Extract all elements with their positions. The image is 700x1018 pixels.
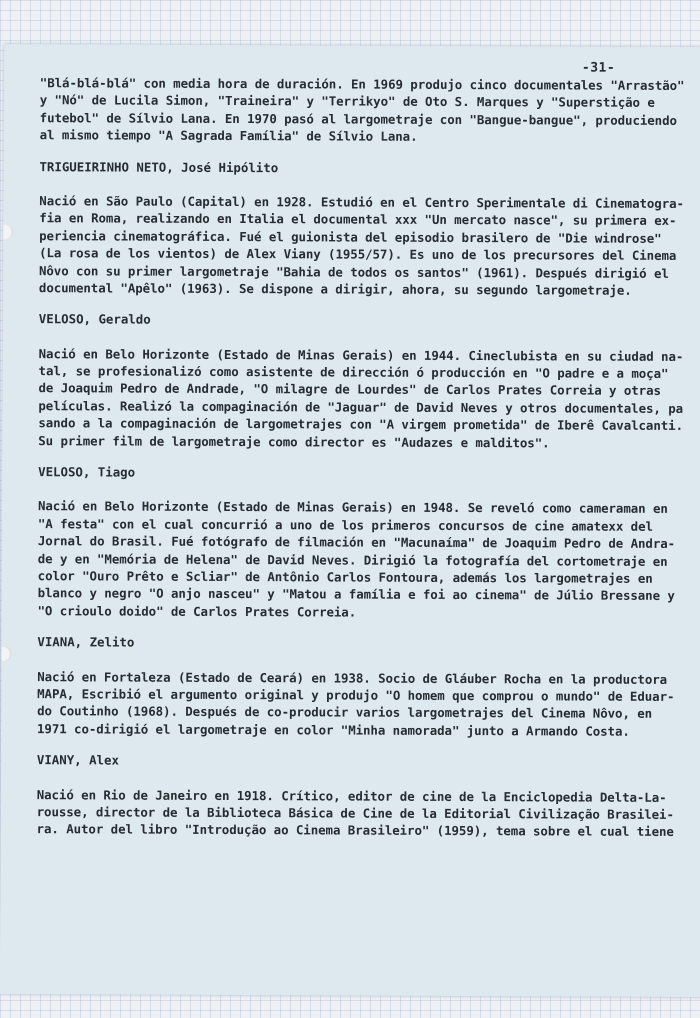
entry-heading: VELOSO, Geraldo xyxy=(38,311,151,327)
entry-viany-alex xyxy=(37,751,700,840)
page-number: -31- xyxy=(581,60,616,76)
text-line: ra. Autor del libro "Introdução ao Cinema Brasileiro" (1959), tema sobre el cual tiene xyxy=(36,821,674,840)
text-line: sando a la compaginación de largometrajes con "A virgem prometida" de Iberê Cavalcanti. xyxy=(38,415,684,434)
text-line: documental "Apêlo" (1963). Se dispone a dirigir, ahora, su segundo largometraje. xyxy=(38,280,632,298)
document-body xyxy=(37,74,700,841)
text-line: futebol" de Sílvio Lana. En 1970 pasó al largometraje con "Bangue-bangue", produciendo xyxy=(39,109,677,128)
text-line: periencia cinematográfica. Fué el guionista del episodio brasilero de "Die windrose" xyxy=(39,227,662,246)
text-line: de Joaquim Pedro de Andrade, "O milagre de Lourdes" de Carlos Prates Correia y otras xyxy=(38,380,661,399)
text-line: 1971 co-dirigió el largometraje en color "Minha namorada" junto a Armando Costa. xyxy=(36,720,630,739)
text-line: do Coutinho (1968). Después de co-producir varios largometrajes del Cinema Nôvo, en xyxy=(37,703,653,722)
text-line: películas. Realizó la compaginación de "Jaguar" de David Neves y otros documentales, pa xyxy=(38,398,684,416)
text-line: blanco y negro "O anjo nasceu" y "Matou a família e foi ao cinema" de Júlio Bressane y xyxy=(37,585,675,604)
entry-veloso-geraldo xyxy=(38,310,700,452)
text-line: Jornal do Brasil. Fué fotógrafo de filmación en "Macunaíma" de Joaquim Pedro de Andra- xyxy=(37,533,676,552)
text-line: Nació en Belo Horizonte (Estado de Minas Gerais) en 1948. Se reveló como cameraman en xyxy=(37,498,668,517)
text-line: MAPA, Escribió el argumento original y produjo "O homem que comprou o mundo" de Eduar- xyxy=(37,686,675,704)
text-line: Nació en São Paulo (Capital) en 1928. Estudió en el Centro Sperimentale di Cinematogra- xyxy=(39,193,684,211)
entry-heading: VELOSO, Tiago xyxy=(38,464,136,480)
intro-paragraph xyxy=(40,74,700,146)
punch-hole xyxy=(1,646,11,662)
text-line: (La rosa de los vientos) de Alex Viany (1955/57). Es uno de los precursores del Cinema xyxy=(39,245,677,264)
text-line: Su primer film de largometraje como director es "Audazes e malditos". xyxy=(38,432,550,451)
text-line: Nació en Belo Horizonte (Estado de Minas Gerais) en 1944. Cineclubista en su ciudad na- xyxy=(38,345,684,364)
text-line: Nôvo con su primer largometraje "Bahia de todos os santos" (1961). Después dirigió el xyxy=(38,262,669,281)
entry-heading: VIANY, Alex xyxy=(36,752,119,768)
text-line: "O crioulo doido" de Carlos Prates Correia. xyxy=(37,602,357,620)
text-line: tal, se profesionalizó como asistente de dirección ó producción en "O padre e a moça" xyxy=(38,363,669,381)
text-line: de y en "Memória de Helena" de David Neves. Dirigió la fotografía del cortometraje en xyxy=(37,550,668,569)
text-line: y "Nó" de Lucila Simon, "Traineira" y "Terrikyo" de Oto S. Marques y "Superstição e xyxy=(39,92,655,111)
text-line: Nació en Rio de Janeiro en 1918. Crítico, editor de cine de la Enciclopedia Delta-La- xyxy=(36,786,667,805)
typewritten-page xyxy=(0,44,700,997)
text-line: color "Ouro Prêto e Scliar" de Antônio Carlos Fontoura, además los largometrajes en xyxy=(37,568,653,586)
text-line: al mismo tiempo "A Sagrada Família" de Sílvio Lana. xyxy=(39,127,418,144)
entry-viana-zelito xyxy=(37,633,700,740)
entry-veloso-tiago xyxy=(37,463,700,622)
text-line: rousse, director de la Biblioteca Básica de Cine de la Editorial Civilização Brasilei- xyxy=(36,804,674,822)
text-line: "Blá-blá-blá" con media hora de duración. En 1969 produjo cinco documentales "Arrastão" xyxy=(39,75,685,93)
entry-trigueirinho-neto xyxy=(39,158,700,300)
entry-heading: TRIGUEIRINHO NETO, José Hipólito xyxy=(39,158,279,175)
text-line: fia en Roma, realizando en Italia el documental xxx "Un mercato nasce", su primera ex- xyxy=(39,210,677,229)
text-line: "A festa" con el cual concurrió a uno de los primeros concursos de cine amatexx del xyxy=(37,515,653,534)
punch-hole xyxy=(3,224,13,240)
entry-heading: VIANA, Zelito xyxy=(37,634,135,650)
text-line: Nació en Fortaleza (Estado de Ceará) en 1938. Socio de Gláuber Rocha en la productora xyxy=(37,668,668,687)
